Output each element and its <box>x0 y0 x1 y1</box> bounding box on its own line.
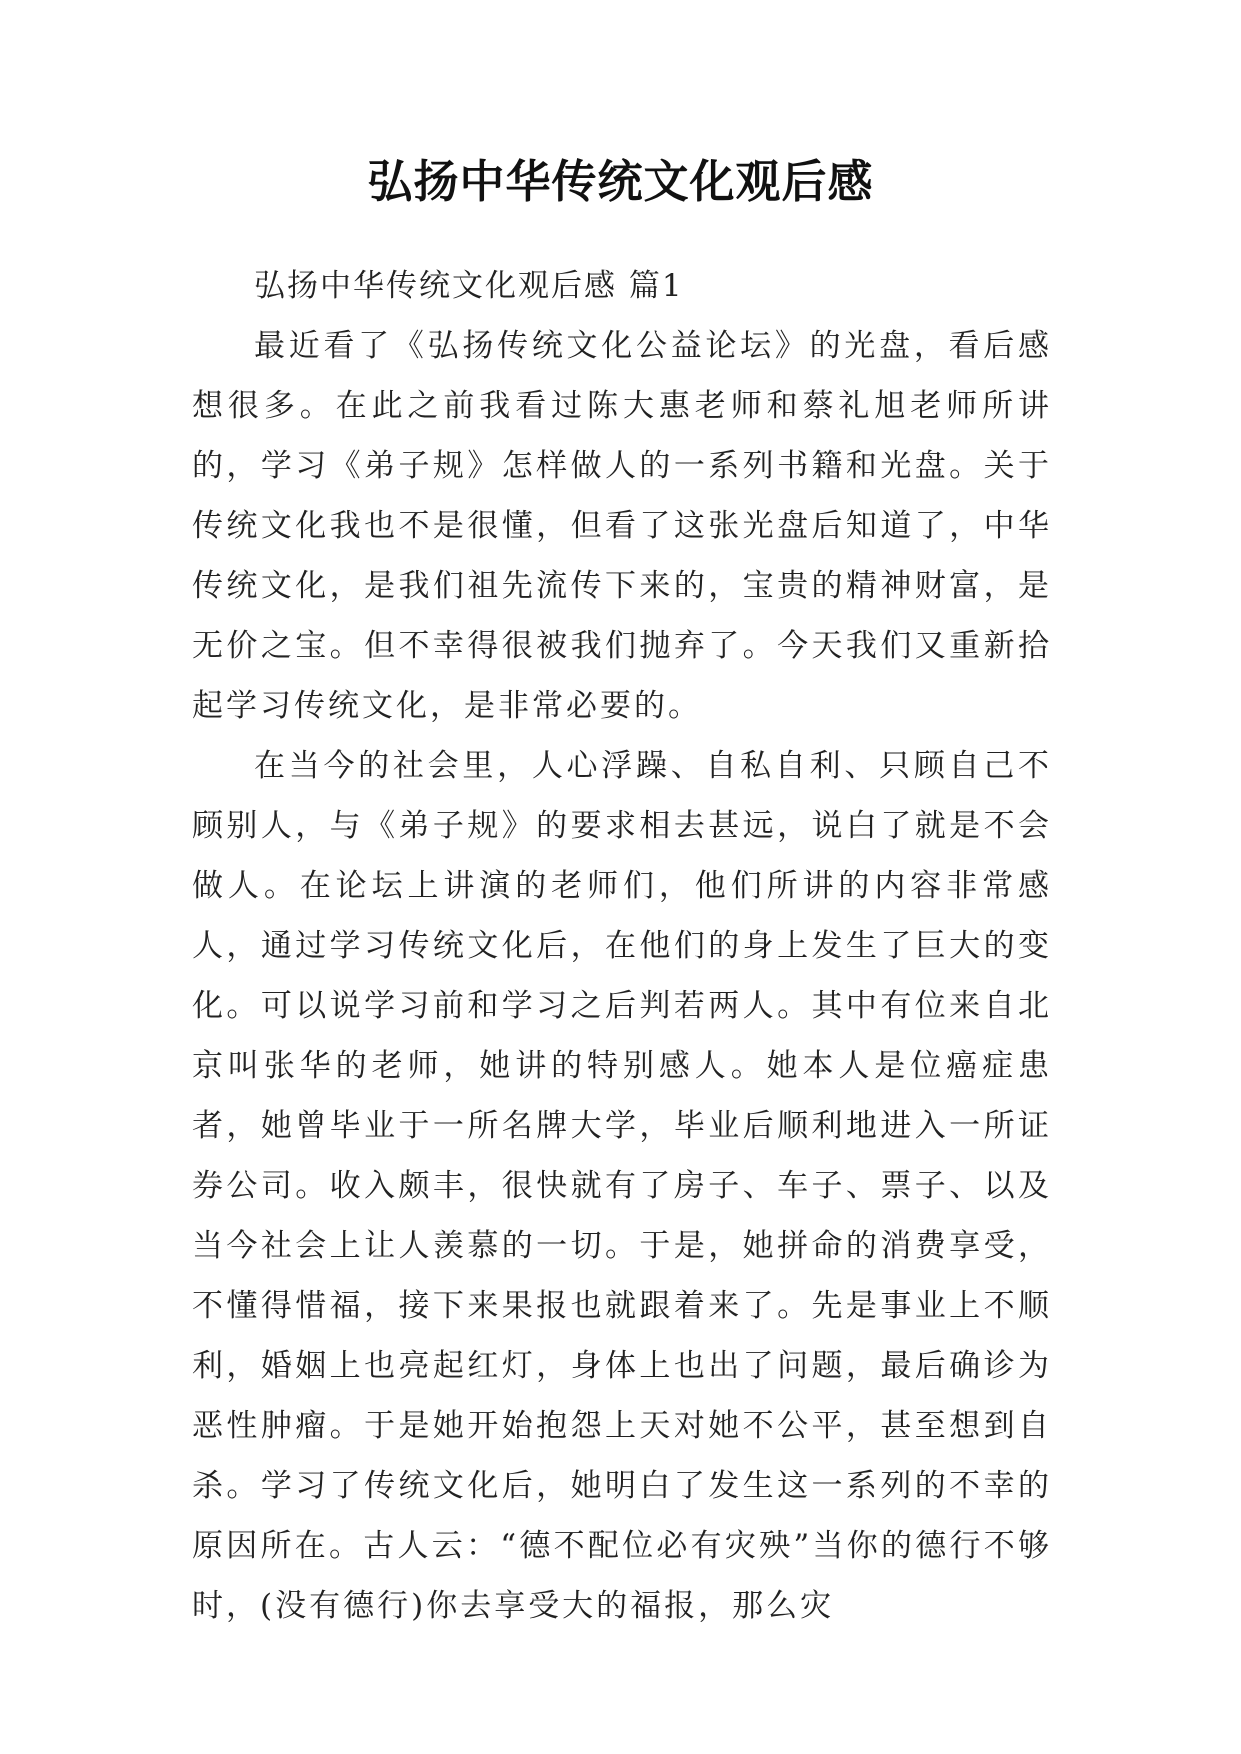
section-heading: 弘扬中华传统文化观后感 篇1 <box>254 268 684 304</box>
document-body <box>192 256 1052 1636</box>
document-title: 弘扬中华传统文化观后感 <box>367 155 874 208</box>
paragraph-1: 最近看了《弘扬传统文化公益论坛》的光盘，看后感想很多。在此之前我看过陈大惠老师和蔡礼旭老师所讲的，学习《弟子规》怎样做人的一系列书籍和光盘。关于传统文化我也不是很懂，但看了这张光盘后知道了，中华传统文化，是我们祖先流传下来的，宝贵的精神财富，是无价之宝。但不幸得很被我们抛弃了。今天我们又重新拾起学习传统文化，是非常必要的。 <box>192 328 1052 724</box>
paragraph-2: 在当今的社会里，人心浮躁、自私自利、只顾自己不顾别人，与《弟子规》的要求相去甚远，说白了就是不会做人。在论坛上讲演的老师们，他们所讲的内容非常感人，通过学习传统文化后，在他们的身上发生了巨大的变化。可以说学习前和学习之后判若两人。其中有位来自北京叫张华的老师，她讲的特别感人。她本人是位癌症患者，她曾毕业于一所名牌大学，毕业后顺利地进入一所证券公司。收入颇丰，很快就有了房子、车子、票子、以及当今社会上让人羡慕的一切。于是，她拼命的消费享受，不懂得惜福，接下来果报也就跟着来了。先是事业上不顺利，婚姻上也亮起红灯，身体上也出了问题，最后确诊为恶性肿瘤。于是她开始抱怨上天对她不公平，甚至想到自杀。学习了传统文化后，她明白了发生这一系列的不幸的原因所在。古人云：“德不配位必有灾殃”当你的德行不够时，(没有德行)你去享受大的福报，那么灾 <box>192 748 1052 1624</box>
